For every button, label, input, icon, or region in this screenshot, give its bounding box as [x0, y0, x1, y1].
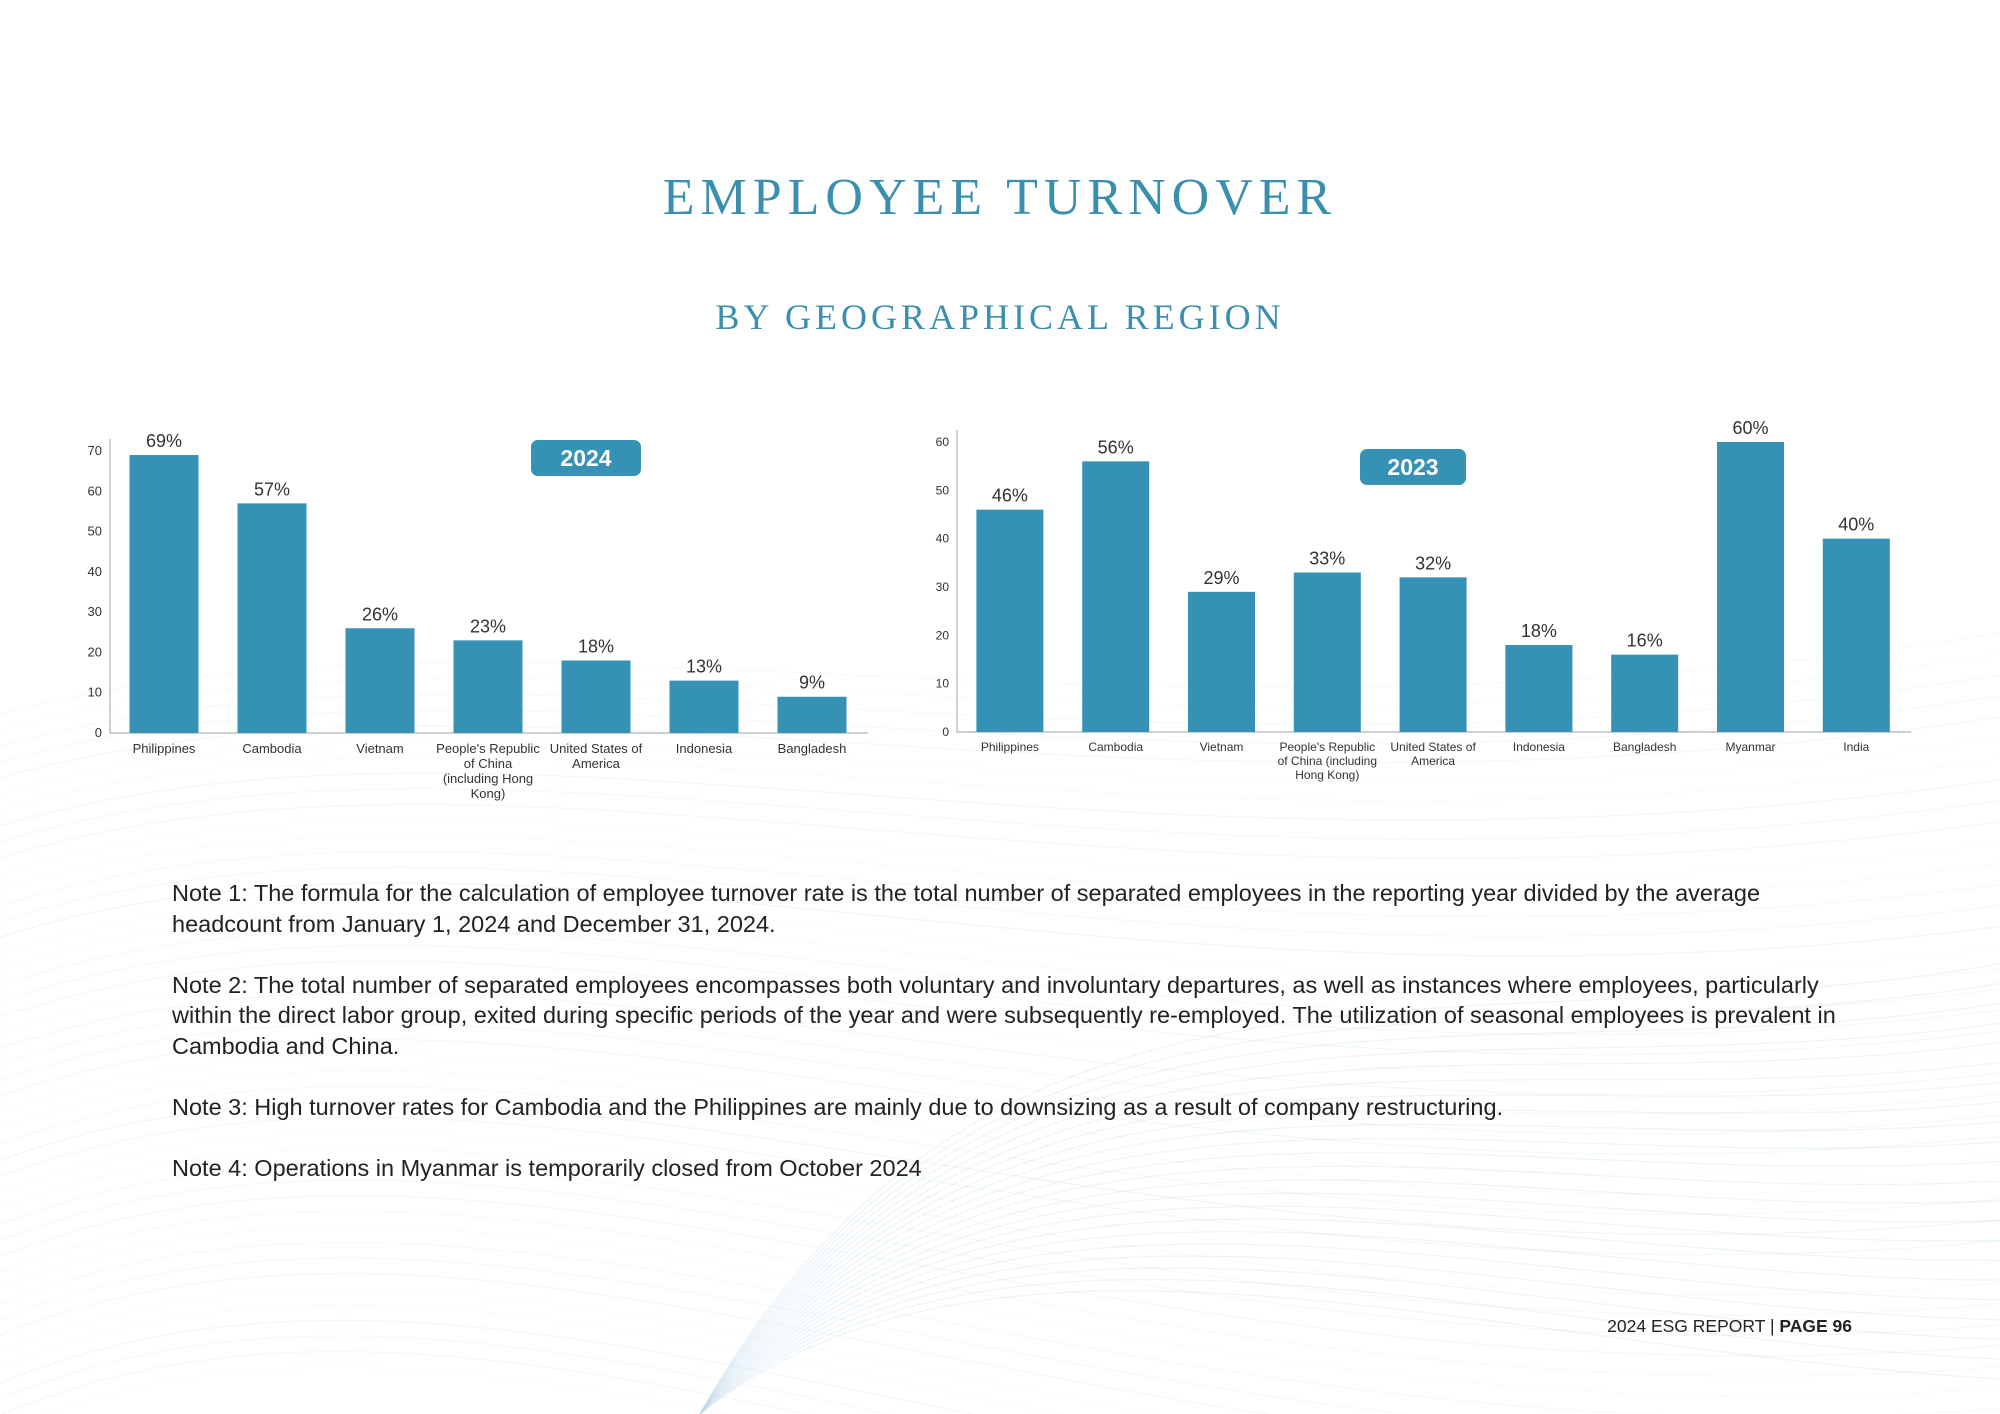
- y-tick-label: 30: [935, 580, 949, 594]
- data-label: 18%: [1520, 621, 1557, 641]
- y-tick-label: 0: [942, 725, 949, 739]
- bar: [1400, 577, 1467, 732]
- bar: [130, 455, 199, 733]
- y-tick-label: 40: [87, 563, 102, 579]
- report-name: 2024 ESG REPORT: [1607, 1316, 1766, 1336]
- turnover-chart-2023: [930, 410, 1930, 800]
- wave-line: [0, 820, 2000, 880]
- y-tick-label: 20: [935, 628, 949, 643]
- data-label: 23%: [469, 616, 507, 637]
- turnover-chart-2024: [60, 420, 880, 820]
- data-label: 29%: [1203, 567, 1240, 588]
- bar: [1082, 461, 1149, 732]
- category-label: Vietnam: [1199, 740, 1244, 754]
- category-label: Cambodia: [1088, 740, 1144, 754]
- y-tick-label: 70: [87, 443, 102, 458]
- data-label: 18%: [577, 636, 615, 657]
- bar: [1717, 442, 1784, 732]
- bar: [1505, 645, 1572, 732]
- wave-line: [0, 1352, 2000, 1414]
- bar: [778, 697, 847, 733]
- category-label: of China: [463, 756, 513, 771]
- note-1: Note 1: The formula for the calculation of employee turnover rate is the total number of separated employees in the reporting year divided by the average headcount from January 1, 2024 and December 31, 2024.: [172, 880, 1761, 937]
- y-tick-label: 10: [935, 676, 949, 691]
- category-label: Philippines: [980, 740, 1039, 754]
- y-tick-label: 10: [87, 684, 102, 700]
- data-label: 69%: [145, 431, 183, 452]
- category-label: of China (including: [1277, 754, 1378, 768]
- category-label: Bangladesh: [777, 741, 847, 756]
- year-badge-label: 2024: [560, 445, 612, 471]
- y-tick-label: 40: [935, 531, 949, 546]
- y-tick-label: 0: [94, 725, 102, 740]
- data-label: 40%: [1838, 514, 1875, 535]
- bar: [346, 628, 415, 733]
- category-label: Cambodia: [242, 741, 302, 756]
- data-label: 57%: [253, 479, 291, 500]
- data-label: 56%: [1097, 437, 1134, 458]
- wave-line: [0, 1211, 2000, 1376]
- category-label: Hong Kong): [1295, 768, 1360, 782]
- category-label: Indonesia: [1512, 740, 1565, 754]
- wave-line: [0, 1227, 2000, 1397]
- bar: [454, 640, 523, 733]
- data-label: 9%: [798, 672, 826, 693]
- category-label: People's Republic: [1279, 740, 1376, 754]
- bar: [1823, 539, 1890, 732]
- bar: [1611, 655, 1678, 732]
- data-label: 13%: [685, 656, 723, 677]
- year-badge-label: 2023: [1387, 454, 1439, 480]
- category-label: America: [572, 756, 620, 771]
- note-2: Note 2: The total number of separated employees encompasses both voluntary and involuntary departures, as well as instances where employees, particularly within the direct labor group, exited during specific periods of the year and were subsequently re-employed. The utilization of seasonal employees is prevalent in Cambodia and China.: [172, 971, 1836, 1059]
- footer-separator: |: [1769, 1316, 1775, 1336]
- data-label: 46%: [991, 485, 1028, 506]
- y-tick-label: 50: [87, 523, 102, 539]
- note-3: Note 3: High turnover rates for Cambodia and the Philippines are mainly due to downsizing as a result of company restructuring.: [172, 1093, 1504, 1120]
- y-tick-label: 30: [87, 604, 102, 620]
- wave-line: [700, 1180, 2000, 1414]
- category-label: United States of: [549, 741, 643, 756]
- category-label: Indonesia: [675, 741, 733, 756]
- data-label: 33%: [1309, 548, 1346, 569]
- data-label: 60%: [1732, 418, 1769, 438]
- note-4: Note 4: Operations in Myanmar is temporarily closed from October 2024: [172, 1154, 922, 1181]
- category-label: United States of: [1390, 740, 1476, 754]
- category-label: (including Hong: [442, 771, 534, 786]
- data-label: 32%: [1415, 553, 1452, 574]
- page-subtitle: BY GEOGRAPHICAL REGION: [715, 297, 1285, 337]
- data-label: 26%: [361, 604, 399, 625]
- bar: [976, 510, 1043, 732]
- category-label: Vietnam: [356, 741, 404, 756]
- page-title: EMPLOYEE TURNOVER: [662, 169, 1338, 226]
- page-number: PAGE 96: [1779, 1316, 1852, 1336]
- category-label: Philippines: [132, 741, 196, 756]
- category-label: People's Republic: [436, 741, 540, 756]
- bar: [562, 660, 631, 733]
- page-footer: [1607, 1316, 1852, 1337]
- y-tick-label: 60: [87, 483, 102, 499]
- category-label: India: [1843, 740, 1870, 754]
- y-tick-label: 20: [87, 644, 102, 660]
- category-label: Bangladesh: [1613, 740, 1677, 754]
- category-label: Kong): [470, 786, 506, 801]
- bar: [1188, 592, 1255, 732]
- y-tick-label: 60: [935, 435, 949, 449]
- y-tick-label: 50: [935, 483, 949, 498]
- category-label: America: [1411, 754, 1456, 768]
- bar: [1294, 573, 1361, 733]
- bar: [238, 503, 307, 733]
- bar: [670, 681, 739, 733]
- data-label: 16%: [1626, 630, 1663, 651]
- wave-line: [0, 1367, 2000, 1414]
- notes-section: [172, 878, 1872, 1214]
- category-label: Myanmar: [1725, 740, 1776, 754]
